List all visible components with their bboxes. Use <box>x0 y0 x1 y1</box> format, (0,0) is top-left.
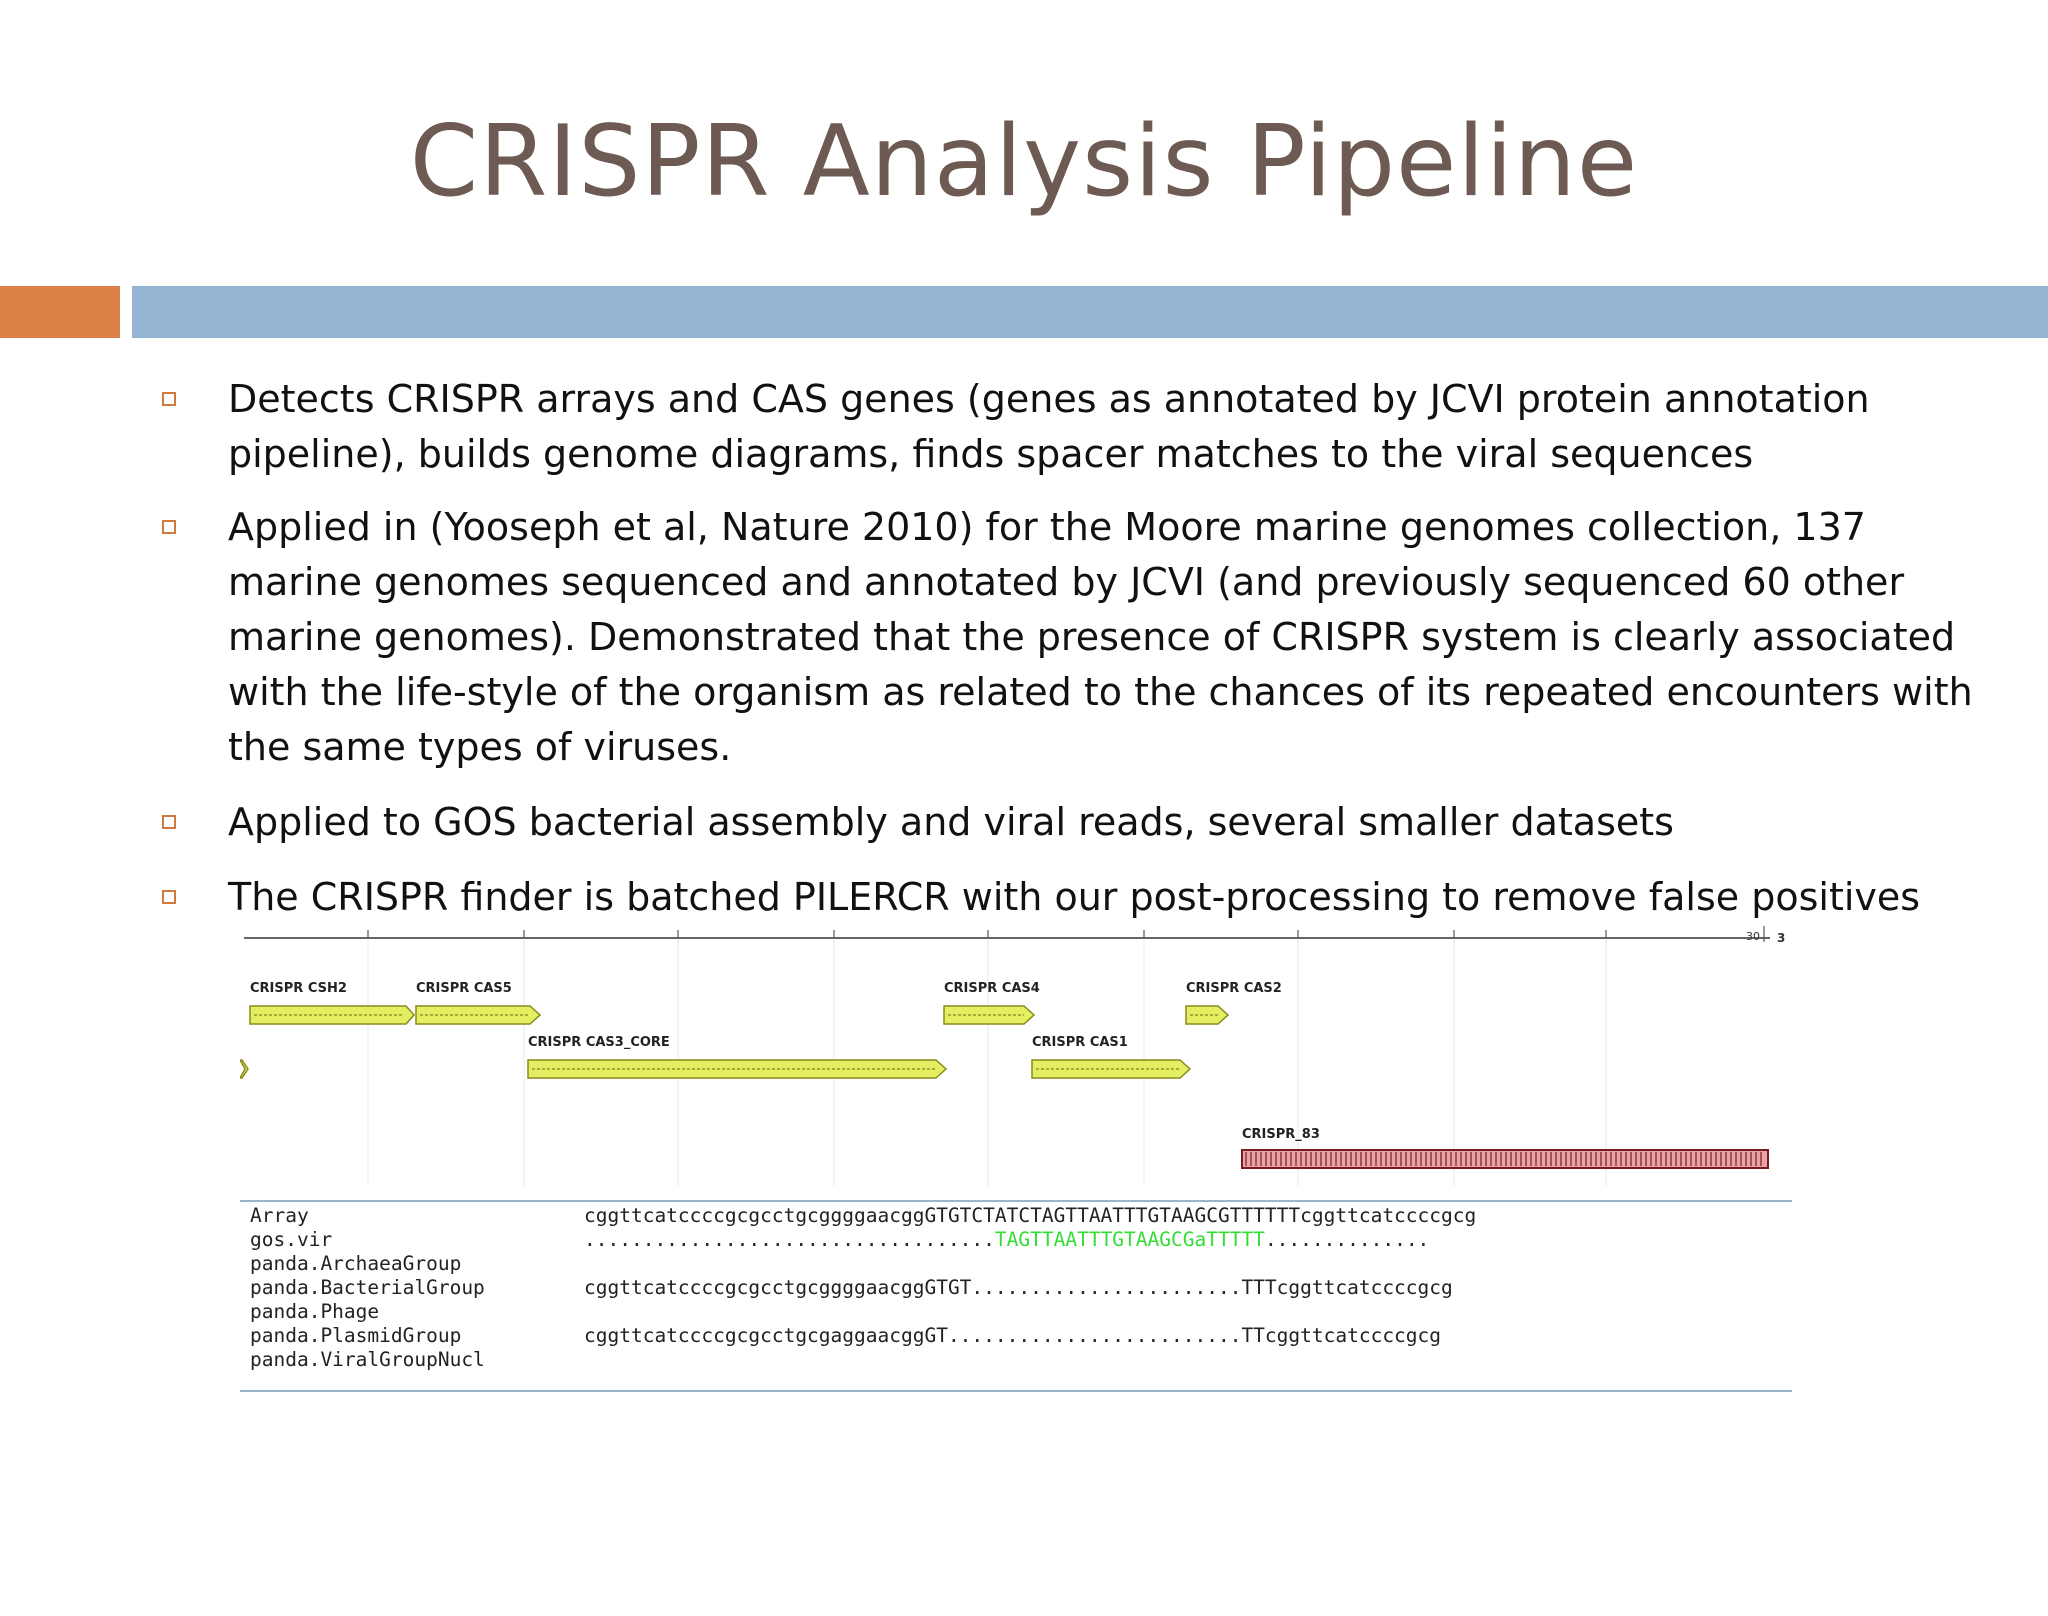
axis-end-label: 3 <box>1777 931 1786 945</box>
alignment-label: panda.BacterialGroup <box>250 1276 485 1299</box>
bullet-item <box>228 500 1988 775</box>
bullet-item <box>228 795 1988 850</box>
bullet-text: Detects CRISPR arrays and CAS genes (genes as annotated by JCVI protein annotation pipeline), builds genome diagrams, finds spacer matches to the viral sequences <box>228 377 1870 476</box>
alignment-sequence: cggttcatccccgcgcctgcgaggaacggGT.........................TTcggttcatccccgcg <box>584 1324 1442 1347</box>
accent-bar-blue <box>132 286 2048 338</box>
accent-bar-orange <box>0 286 120 338</box>
axis-ticks <box>368 926 1764 942</box>
square-bullet-icon <box>162 392 176 406</box>
bullet-item <box>228 372 1988 482</box>
bullet-text: The CRISPR finder is batched PILERCR with our post-processing to remove false positives <box>228 875 1921 919</box>
slide-title: CRISPR Analysis Pipeline <box>409 105 1639 219</box>
gene-label-cas3-core: CRISPR CAS3_CORE <box>528 1035 670 1050</box>
axis-partial-label: 30 <box>1746 930 1760 943</box>
alignment-sequence <box>584 1228 1429 1252</box>
alignment-label: panda.ArchaeaGroup <box>250 1252 462 1275</box>
gene-label-csh2: CRISPR CSH2 <box>250 981 347 996</box>
square-bullet-icon <box>162 815 176 829</box>
gene-label-cas4: CRISPR CAS4 <box>944 981 1040 996</box>
gene-label-cas1: CRISPR CAS1 <box>1032 1035 1128 1050</box>
bullet-text: Applied in (Yooseph et al, Nature 2010) for the Moore marine genomes collection, 137 marine genomes sequenced and annotated by JCVI (and previously sequenced 60 other marine genomes). Demonstrated that the presence of CRISPR system is clearly associated with the life-style of the organism as related to the chances of its repeated encounters with the same types of viruses. <box>228 505 1973 769</box>
alignment-label: panda.ViralGroupNucl <box>250 1348 485 1371</box>
genome-diagram-svg <box>240 916 1792 1196</box>
square-bullet-icon <box>162 890 176 904</box>
crispr-array-label: CRISPR_83 <box>1242 1127 1320 1142</box>
alignment-sequence: cggttcatccccgcgcctgcggggaacggGTGT.......................TTTcggttcatccccgcg <box>584 1276 1453 1299</box>
spacer-match: TAGTTAATTTGTAAGCGaTTTTT <box>994 1228 1265 1251</box>
alignment-label: panda.PlasmidGroup <box>250 1324 462 1347</box>
alignment-label: gos.vir <box>250 1228 333 1251</box>
alignment-label: panda.Phage <box>250 1300 380 1323</box>
alignment-dots: ................................... <box>584 1228 995 1251</box>
alignment-sequence: cggttcatccccgcgcctgcggggaacggGTGTCTATCTAGTTAATTTGTAAGCGTTTTTTcggttcatccccgcg <box>584 1204 1477 1227</box>
alignment-label: Array <box>250 1204 309 1227</box>
gene-label-cas5: CRISPR CAS5 <box>416 981 512 996</box>
square-bullet-icon <box>162 520 176 534</box>
alignment-table <box>240 1200 1792 1392</box>
bullet-text: Applied to GOS bacterial assembly and viral reads, several smaller datasets <box>228 800 1674 844</box>
gene-arrow-partial <box>240 1060 248 1078</box>
gene-label-cas2: CRISPR CAS2 <box>1186 981 1282 996</box>
alignment-dots: .............. <box>1264 1228 1430 1251</box>
